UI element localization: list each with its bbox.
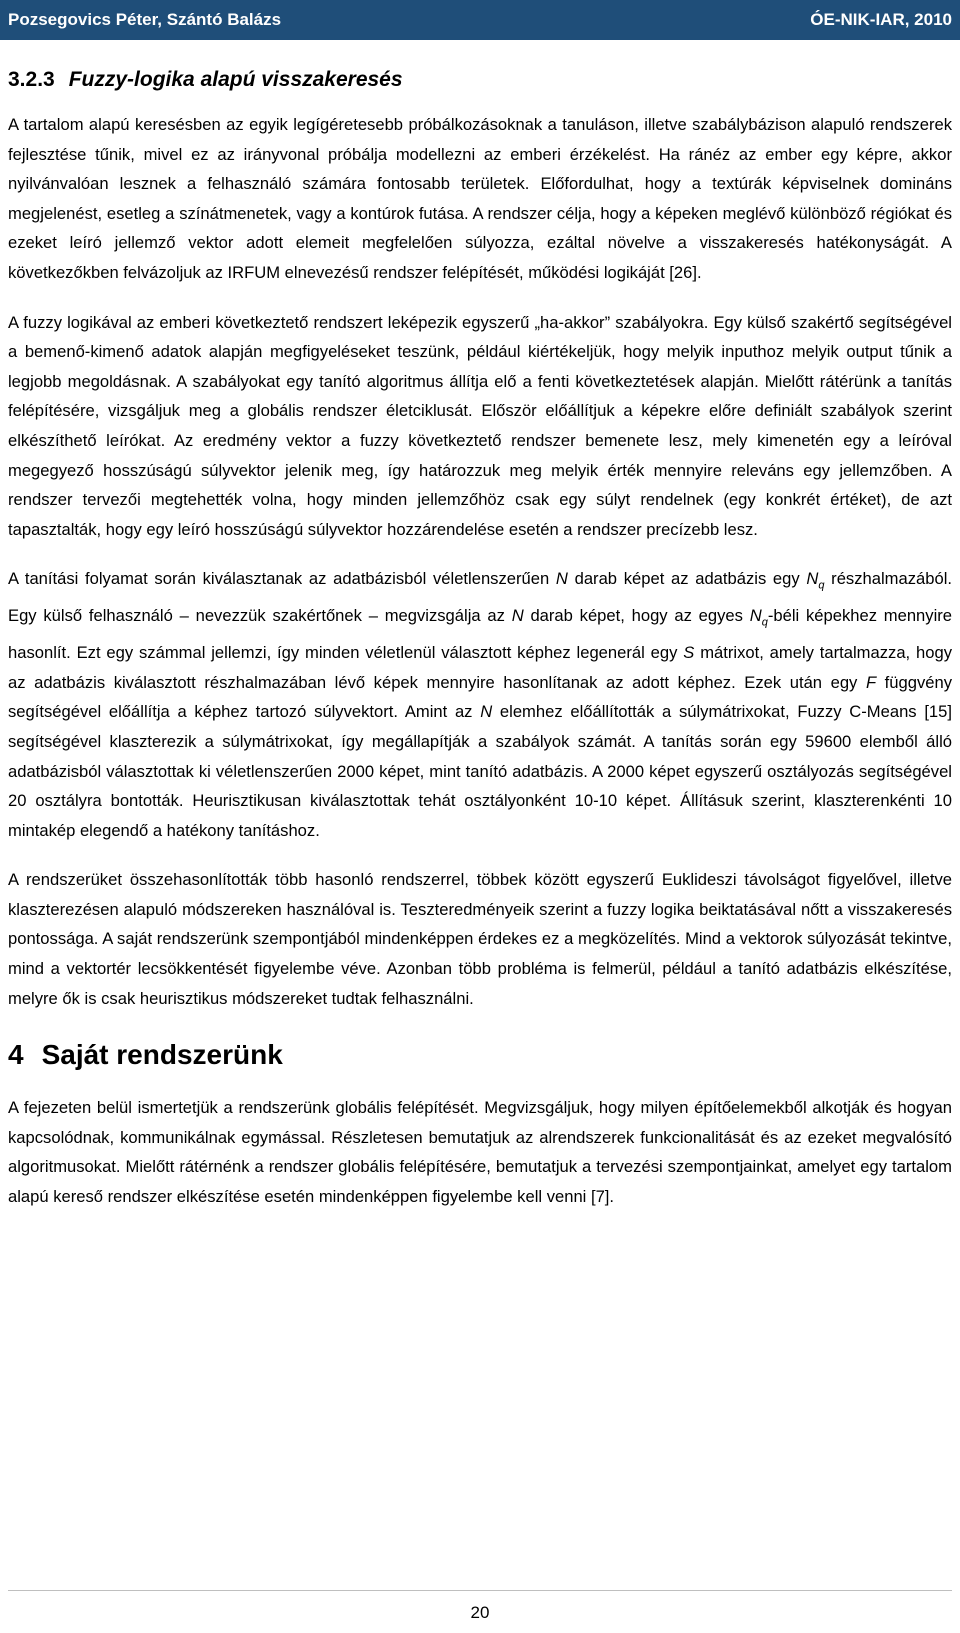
var-N: N bbox=[555, 569, 568, 589]
header-org: ÓE-NIK-IAR, 2010 bbox=[810, 10, 952, 29]
header-authors: Pozsegovics Péter, Szántó Balázs bbox=[8, 10, 282, 29]
p3-text-e: -béli képekhez mennyire hasonlít. Ezt egy számmal jellemzi, így minden véletlenül választott képhez legenerál egy bbox=[8, 606, 953, 663]
p3-text-f: mátrixot, amely tartalmazza, hogy az adatbázis kiválasztott részhalmazában lévő képek mennyire hasonlítanak az adott képhez. Ezek után egy bbox=[8, 643, 952, 692]
p3-text-h: elemhez előállították a súlymátrixokat, Fuzzy C-Means [15] segítségével klaszterezik a súlymátrixokat, így megállapítják a szabályok számát. A tanítás során egy 59600 elemből álló adatbázisból választottak ki véletlenszerűen 2000 képet, mint tanító adatbázis. A 2000 képet egyszerű osztályozás segítségével 20 osztályra bontották. Heurisztikusan kiválasztottak tehát osztályonként 10-10 képet. Állításuk szerint, klaszterenkénti 10 mintakép elegendő a hatékony tanításhoz. bbox=[8, 702, 952, 840]
var-S: S bbox=[683, 643, 695, 663]
paragraph-2: A fuzzy logikával az emberi következtető rendszert leképezik egyszerű „ha-akkor” szabályokra. Egy külső szakértő segítségével a bemenő-kimenő adatok alapján megfigyeléseket teszünk, például kiértékeljük, hogy melyik inputhoz melyik output tűnik a legjobb megoldásnak. A szabályokat egy tanító algoritmus állítja elő a fenti következtetések alapján. Mielőtt rátérünk a tanítás felépítésére, vizsgáljuk meg a globális rendszer életciklusát. Először előállítjuk a képekre előre definiált szabályok szerint elkészíthető leírókat. Az eredmény vektor a fuzzy következtető rendszer bemenete lesz, mely kimenetén egy a leíróval megegyező hosszúságú súlyvektor jelenik meg, így határozzuk meg melyik érték mennyire releváns egy jellemzőben. A rendszer tervezői megtehették volna, hogy minden jellemzőhöz csak egy súlyt rendelnek (egy konkrét értéket), de azt tapasztalták, hogy egy leíró hosszúságú súlyvektor hozzárendelése esetén a rendszer precízebb lesz. bbox=[8, 312, 952, 539]
paragraph-4: A rendszerüket összehasonlították több hasonló rendszerrel, többek között egyszerű Euklideszi távolságot figyelővel, illetve klaszterezésen alapuló módszereken használóval is. Teszteredményeik szerint a fuzzy logika beiktatásával nőtt a visszakeresés pontossága. A saját rendszerünk szempontjából mindenképpen érdekes ez a megközelítés. Mind a vektorok súlyozását tekintve, mind a vektortér lecsökkentését figyelembe véve. Azonban több probléma is felmerül, például a tanító adatbázis elkészítése, melyre ők is csak heurisztikus módszereket tudtak felhasználni. bbox=[8, 870, 952, 1008]
var-N: N bbox=[511, 606, 524, 626]
p3-text-c: részhalmazából. Egy külső felhasználó – nevezzük szakértőnek – megvizsgálja az bbox=[8, 569, 952, 626]
var-Nq: $N_q$ bbox=[749, 606, 768, 629]
paragraph-1: A tartalom alapú keresésben az egyik legígéretesebb próbálkozásoknak a tanuláson, illetve szabálybázison alapuló rendszerek fejlesztése tűnik, mivel ez az irányvonal próbálja modellezni az emberi érzékelést. Ha ránéz az ember egy képre, akkor nyilvánvalóan lesznek a felhasználó számára fontosabb területek. Előfordulhat, hogy a textúrák képviselnek domináns megjelenést, esetleg a színátmenetek, vagy a kontúrok futása. A rendszer célja, hogy a képeken meglévő különböző régiókat és ezeket leíró jellemző vektor adott elemeit megfelelően súlyozza, ezáltal növelve a visszakeresés hatékonyságát. A következőkben felvázoljuk az IRFUM elnevezésű rendszer felépítését, működési logikáját [26]. bbox=[8, 115, 952, 282]
section-number: 3.2.3 bbox=[8, 68, 55, 91]
var-Nq: $N_q$ bbox=[806, 569, 825, 592]
section-title: Fuzzy-logika alapú visszakeresés bbox=[68, 68, 403, 91]
paragraph-3 bbox=[8, 564, 952, 845]
page-header bbox=[0, 0, 960, 40]
page-body bbox=[8, 68, 952, 1232]
paragraph-5: A fejezeten belül ismertetjük a rendszerünk globális felépítését. Megvizsgáljuk, hogy milyen építőelemekből alkotják és hogyan kapcsolódnak, kommunikálnak egymással. Részletesen bemutatjuk az alrendszerek funkcionalitását és az ezeket megvalósító algoritmusokat. Mielőtt rátérnénk a rendszer globális felépítésére, bemutatjuk a tervezési szempontjainkat, amelyet egy tartalom alapú kereső rendszer elkészítése esetén mindenképpen figyelembe kell venni [7]. bbox=[8, 1098, 952, 1207]
page-number: 20 bbox=[470, 1603, 490, 1622]
section-heading bbox=[8, 68, 952, 92]
var-F: F bbox=[865, 672, 877, 692]
p3-text-b: darab képet az adatbázis egy bbox=[567, 569, 807, 589]
p3-text-d: darab képet, hogy az egyes bbox=[523, 606, 750, 626]
footer-divider bbox=[8, 1590, 952, 1591]
chapter-title: Saját rendszerünk bbox=[41, 1039, 283, 1071]
var-N: N bbox=[480, 702, 493, 722]
chapter-number: 4 bbox=[8, 1039, 24, 1071]
chapter-heading bbox=[8, 1039, 952, 1071]
p3-text-a: A tanítási folyamat során kiválasztanak az adatbázisból véletlenszerűen bbox=[8, 569, 556, 589]
p3-text-g: függvény segítségével előállítja a képhez tartozó súlyvektort. Amint az bbox=[8, 672, 952, 722]
